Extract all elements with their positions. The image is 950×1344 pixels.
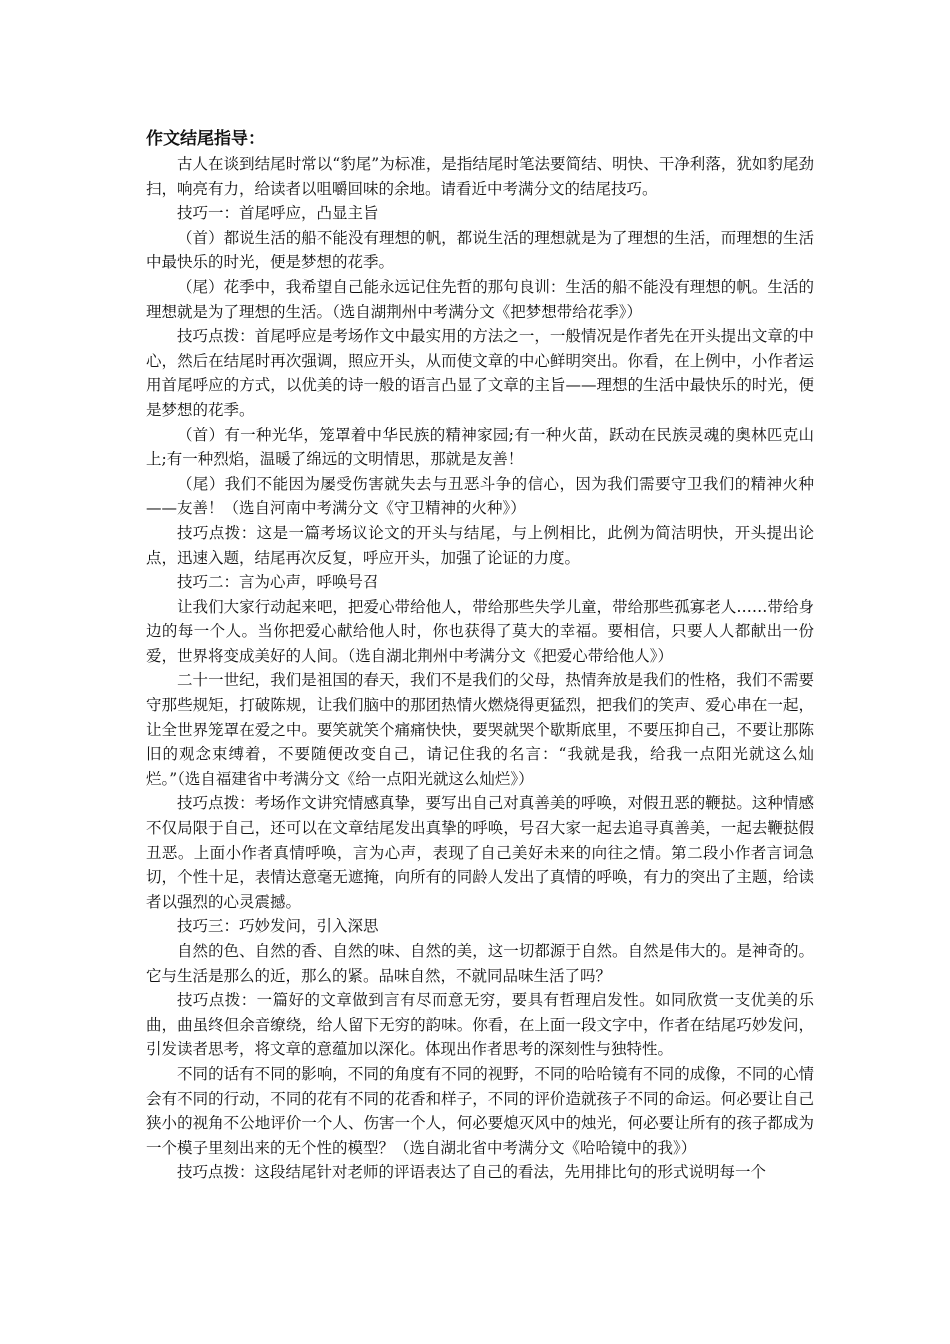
example-6: 不同的话有不同的影响，不同的角度有不同的视野，不同的哈哈镜有不同的成像，不同的心情会有不同的行动，不同的花有不同的花香和样子，不同的评价造就孩子不同的命运。何必要让自己狭小的视角不公地评价一个人、伤害一个人，何必要熄灭风中的烛光，何必要让所有的孩子都成为一个模子里刻出来的无个性的模型？（选自湖北省中考满分文《哈哈镜中的我》） <box>146 1064 814 1157</box>
technique-3-commentary-b: 技巧点拨：这段结尾针对老师的评语表达了自己的看法，先用排比句的形式说明每一个 <box>177 1163 767 1182</box>
example-5: 自然的色、自然的香、自然的味、自然的美，这一切都源于自然。自然是伟大的。是神奇的。它与生活是那么的近，那么的紧。品味自然，不就同品味生活了吗？ <box>146 942 814 985</box>
example-2-opening: （首）有一种光华，笼罩着中华民族的精神家园;有一种火苗，跃动在民族灵魂的奥林匹克山上;有一种烈焰，温暖了绵远的文明情思，那就是友善！ <box>146 425 814 469</box>
technique-3-heading: 技巧三：巧妙发问，引入深思 <box>177 917 379 936</box>
document-title: 作文结尾指导： <box>146 129 265 149</box>
technique-2-heading: 技巧二：言为心声，呼唤号召 <box>177 573 379 592</box>
example-3: 让我们大家行动起来吧，把爱心带给他人，带给那些失学儿童，带给那些孤寡老人……带给身边的每一个人。当你把爱心献给他人时，你也获得了莫大的幸福。要相信，只要人人都献出一份爱，世界将变成美好的人间。（选自湖北荆州中考满分文《把爱心带给他人》） <box>146 597 814 665</box>
example-1-opening: （首）都说生活的船不能没有理想的帆，都说生活的理想就是为了理想的生活，而理想的生活中最快乐的时光，便是梦想的花季。 <box>146 228 814 272</box>
technique-3-commentary-a: 技巧点拨：一篇好的文章做到言有尽而意无穷，要具有哲理启发性。如同欣赏一支优美的乐曲，曲虽终但余音缭绕，给人留下无穷的韵味。你看，在上面一段文字中，作者在结尾巧妙发问，引发读者思考，将文章的意蕴加以深化。体现出作者思考的深刻性与独特性。 <box>146 991 814 1059</box>
example-4: 二十一世纪，我们是祖国的春天，我们不是我们的父母，热情奔放是我们的性格，我们不需要守那些规矩，打破陈规，让我们脑中的那团热情火燃烧得更猛烈，把我们的笑声、爱心串在一起，让全世界笼罩在爱之中。要笑就笑个痛痛快快，要哭就哭个歇斯底里，不要压抑自己，不要让那陈旧的观念束缚着，不要随便改变自己，请记住我的名言：“我就是我，给我一点阳光就这么灿烂。”（选自福建省中考满分文《给一点阳光就这么灿烂》） <box>146 671 814 788</box>
paragraph-intro: 古人在谈到结尾时常以“豹尾”为标准，是指结尾时笔法要简结、明快、干净利落，犹如豹尾劲扫，响亮有力，给读者以咀嚼回味的余地。请看近中考满分文的结尾技巧。 <box>146 155 814 198</box>
document-page <box>146 126 814 1185</box>
technique-1-commentary-b: 技巧点拨：这是一篇考场议论文的开头与结尾，与上例相比，此例为简洁明快，开头提出论点，迅速入题，结尾再次反复，呼应开头，加强了论证的力度。 <box>146 523 814 567</box>
example-2-ending: （尾）我们不能因为屡受伤害就失去与丑恶斗争的信心，因为我们需要守卫我们的精神火种——友善！（选自河南中考满分文《守卫精神的火种》） <box>146 474 814 518</box>
example-1-ending: （尾）花季中，我希望自己能永远记住先哲的那句良训：生活的船不能没有理想的帆。生活的理想就是为了理想的生活。（选自湖荆州中考满分文《把梦想带给花季》） <box>146 277 814 321</box>
technique-2-commentary: 技巧点拨：考场作文讲究情感真挚，要写出自己对真善美的呼唤，对假丑恶的鞭挞。这种情感不仅局限于自己，还可以在文章结尾发出真挚的呼唤，号召大家一起去追寻真善美，一起去鞭挞假丑恶。上面小作者真情呼唤，言为心声，表现了自己美好未来的向往之情。第二段小作者言词急切，个性十足，表情达意毫无遮掩，向所有的同龄人发出了真情的呼唤，有力的突出了主题，给读者以强烈的心灵震撼。 <box>146 794 814 911</box>
technique-1-commentary-a: 技巧点拨：首尾呼应是考场作文中最实用的方法之一，一般情况是作者先在开头提出文章的中心，然后在结尾时再次强调，照应开头，从而使文章的中心鲜明突出。你看，在上例中，小作者运用首尾呼应的方式，以优美的诗一般的语言凸显了文章的主旨——理想的生活中最快乐的时光，便是梦想的花季。 <box>146 327 814 419</box>
technique-1-heading: 技巧一：首尾呼应，凸显主旨 <box>177 204 379 223</box>
